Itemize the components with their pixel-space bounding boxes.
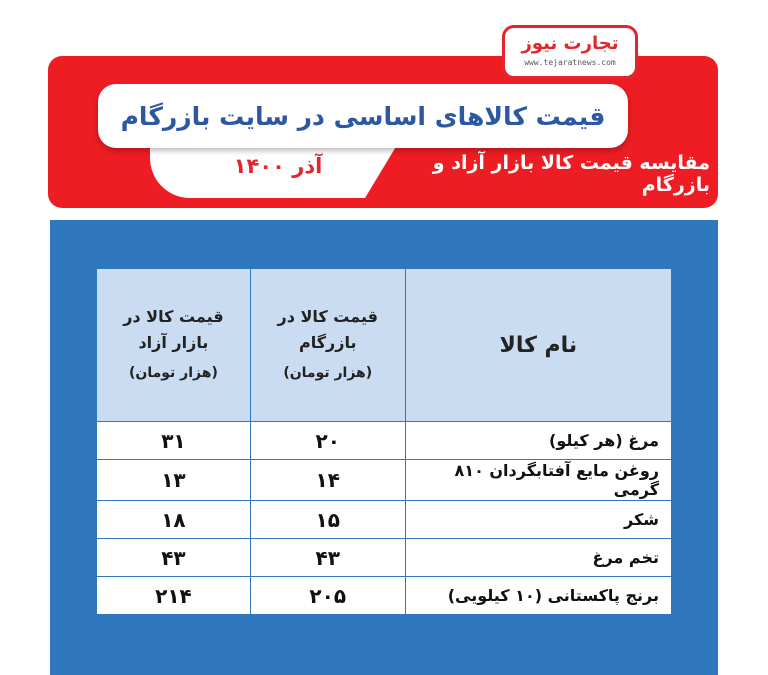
product-name: برنج پاکستانی (۱۰ کیلویی) (405, 577, 671, 615)
header-free-line2: بازار آزاد (138, 333, 209, 352)
free-market-price: ۳۱ (97, 422, 251, 460)
table-row (97, 501, 672, 539)
table-row (97, 577, 672, 615)
bazargam-price: ۴۳ (250, 539, 405, 577)
table-row (97, 422, 672, 460)
header-bazargam-unit: (هزار تومان) (283, 365, 373, 381)
header-bazargam-price (250, 269, 405, 422)
bazargam-price: ۲۰ (250, 422, 405, 460)
brand-logo (502, 25, 638, 79)
price-table (96, 268, 672, 615)
free-market-price: ۱۸ (97, 501, 251, 539)
header-free-line1: قیمت کالا در (123, 307, 224, 326)
free-market-price: ۲۱۴ (97, 577, 251, 615)
title-box (98, 84, 628, 148)
product-name: روغن مایع آفتابگردان ۸۱۰ گرمی (405, 460, 671, 501)
page-subtitle: مقایسه قیمت کالا بازار آزاد و بازرگام (432, 152, 710, 196)
bazargam-price: ۱۵ (250, 501, 405, 539)
header-bazargam-line2: بازرگام (299, 333, 357, 352)
free-market-price: ۴۳ (97, 539, 251, 577)
table-row (97, 460, 672, 501)
header-free-unit: (هزار تومان) (128, 365, 218, 381)
free-market-price: ۱۳ (97, 460, 251, 501)
product-name: تخم مرغ (405, 539, 671, 577)
date-label: آذر ۱۴۰۰ (233, 154, 323, 178)
logo-brand-text: تجارت نیوز (521, 33, 619, 54)
table-row (97, 539, 672, 577)
header-free-market-price (97, 269, 251, 422)
logo-url-text: www.tejaratnews.com (524, 58, 616, 67)
price-table-wrap (96, 268, 672, 615)
header-product-name: نام کالا (405, 269, 671, 422)
product-name: شکر (405, 501, 671, 539)
page-title: قیمت کالاهای اساسی در سایت بازرگام (120, 101, 606, 131)
bazargam-price: ۲۰۵ (250, 577, 405, 615)
header-bazargam-line1: قیمت کالا در (277, 307, 378, 326)
table-header-row (97, 269, 672, 422)
bazargam-price: ۱۴ (250, 460, 405, 501)
product-name: مرغ (هر کیلو) (405, 422, 671, 460)
